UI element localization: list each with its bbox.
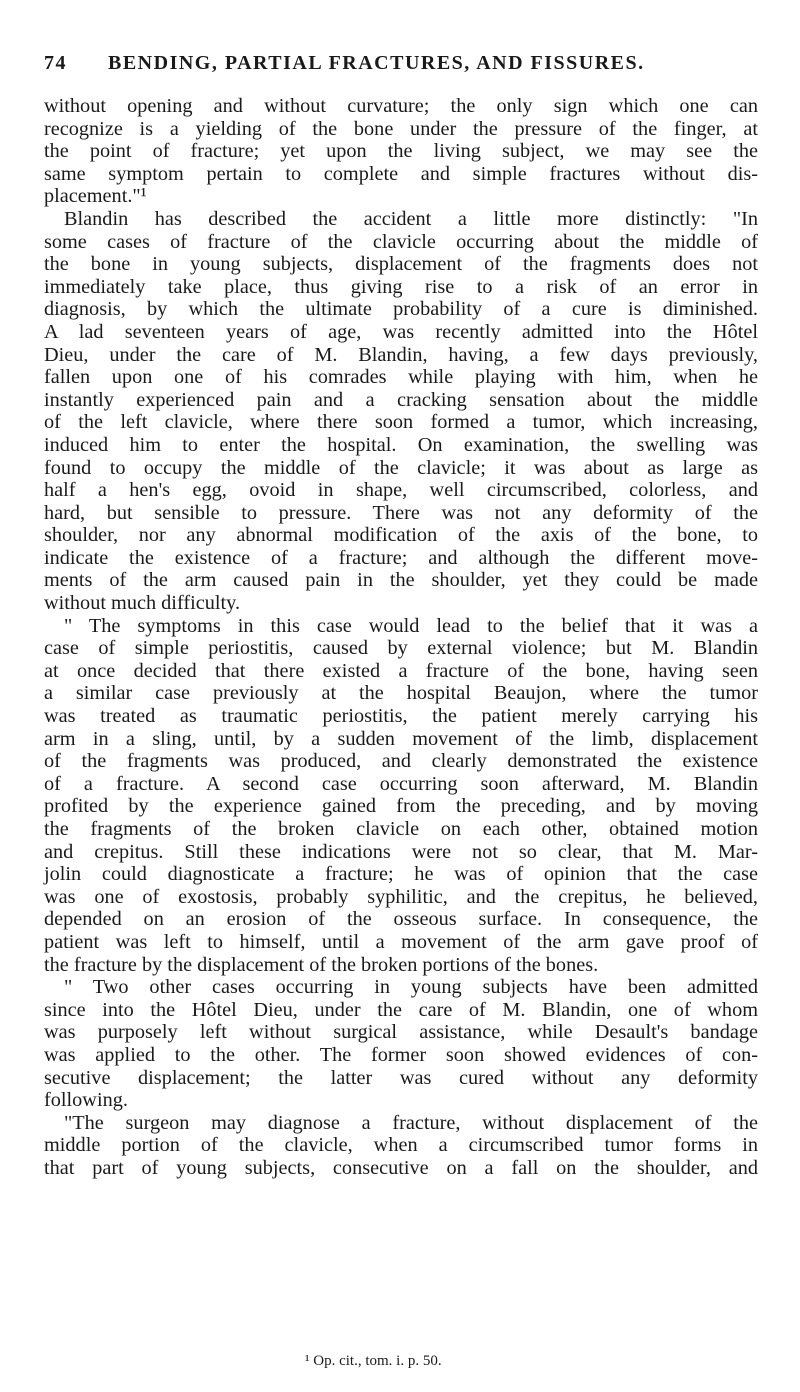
text-line: was applied to the other. The former soon showed evidences of con- [44, 1043, 758, 1066]
text-line: of the left clavicle, where there soon formed a tumor, which increasing, [44, 411, 758, 434]
text-line: without opening and without curvature; the only sign which one can [44, 95, 758, 117]
text-line: Dieu, under the care of M. Blandin, having, a few days previously, [44, 343, 758, 366]
text-line: "The surgeon may diagnose a fracture, without displacement of the [64, 1111, 758, 1134]
text-line: arm in a sling, until, by a sudden movement of the limb, displacement [44, 727, 758, 750]
footnote: ¹ Op. cit., tom. i. p. 50. [305, 1353, 442, 1369]
text-line: recognize is a yielding of the bone under the pressure of the finger, at [44, 117, 758, 140]
running-head [44, 52, 758, 82]
text-line: of the fragments was produced, and clearly demonstrated the existence [44, 750, 758, 773]
text-line: shoulder, nor any abnormal modification of the axis of the bone, to [44, 524, 758, 547]
text-line: some cases of fracture of the clavicle occurring about the middle of [44, 230, 758, 253]
text-line: that part of young subjects, consecutive on a fall on the shoulder, and [44, 1156, 758, 1179]
text-line: fallen upon one of his comrades while playing with him, when he [44, 366, 758, 389]
text-line: " The symptoms in this case would lead to the belief that it was a [64, 614, 758, 637]
text-line: following. [44, 1089, 128, 1112]
text-line: instantly experienced pain and a cracking sensation about the middle [44, 388, 758, 411]
text-line: depended on an erosion of the osseous surface. In consequence, the [44, 908, 758, 931]
text-line: without much difficulty. [44, 592, 241, 615]
text-line: patient was left to himself, until a movement of the arm gave proof of [44, 930, 758, 953]
text-line: induced him to enter the hospital. On examination, the swelling was [44, 433, 758, 456]
text-line: Blandin has described the accident a little more distinctly: "In [64, 207, 758, 230]
text-line: and crepitus. Still these indications were not so clear, that M. Mar- [44, 840, 758, 863]
text-line: secutive displacement; the latter was cured without any deformity [44, 1066, 758, 1089]
text-line: since into the Hôtel Dieu, under the care of M. Blandin, one of whom [44, 998, 758, 1021]
text-line: of a fracture. A second case occurring soon afterward, M. Blandin [44, 772, 758, 795]
text-line: found to occupy the middle of the clavicle; it was about as large as [44, 456, 758, 479]
running-head-title: BENDING, PARTIAL FRACTURES, AND FISSURES. [108, 52, 645, 74]
text-line: indicate the existence of a fracture; and although the different move- [44, 546, 758, 569]
text-line: same symptom pertain to complete and simple fractures without dis- [44, 162, 758, 185]
text-line: profited by the experience gained from the preceding, and by moving [44, 795, 758, 818]
text-line: was purposely left without surgical assistance, while Desault's bandage [44, 1021, 758, 1044]
text-line: the point of fracture; yet upon the living subject, we may see the [44, 140, 758, 163]
text-line: was one of exostosis, probably syphilitic, and the crepitus, he believed, [44, 885, 758, 908]
text-line: hard, but sensible to pressure. There was not any deformity of the [44, 501, 758, 524]
page-number: 74 [44, 52, 67, 74]
text-line: the bone in young subjects, displacement of the fragments does not [44, 253, 758, 276]
text-line: was treated as traumatic periostitis, the patient merely carrying his [44, 705, 758, 728]
text-line: diagnosis, by which the ultimate probability of a cure is diminished. [44, 298, 758, 321]
text-line: A lad seventeen years of age, was recently admitted into the Hôtel [44, 320, 758, 343]
text-line: the fragments of the broken clavicle on each other, obtained motion [44, 818, 758, 840]
text-line: a similar case previously at the hospital Beaujon, where the tumor [44, 682, 758, 705]
body-text [44, 95, 758, 1180]
text-line: middle portion of the clavicle, when a circumscribed tumor forms in [44, 1134, 758, 1157]
text-line: half a hen's egg, ovoid in shape, well circumscribed, colorless, and [44, 479, 758, 502]
text-line: immediately take place, thus giving rise to a risk of an error in [44, 275, 758, 298]
text-line: case of simple periostitis, caused by external violence; but M. Blandin [44, 637, 758, 660]
text-line: jolin could diagnosticate a fracture; he was of opinion that the case [44, 863, 758, 886]
text-line: " Two other cases occurring in young subjects have been admitted [64, 976, 758, 999]
text-line: ments of the arm caused pain in the shoulder, yet they could be made [44, 569, 758, 592]
text-line: the fracture by the displacement of the broken portions of the bones. [44, 953, 599, 976]
text-line: placement."¹ [44, 185, 147, 208]
text-line: at once decided that there existed a fracture of the bone, having seen [44, 659, 758, 682]
